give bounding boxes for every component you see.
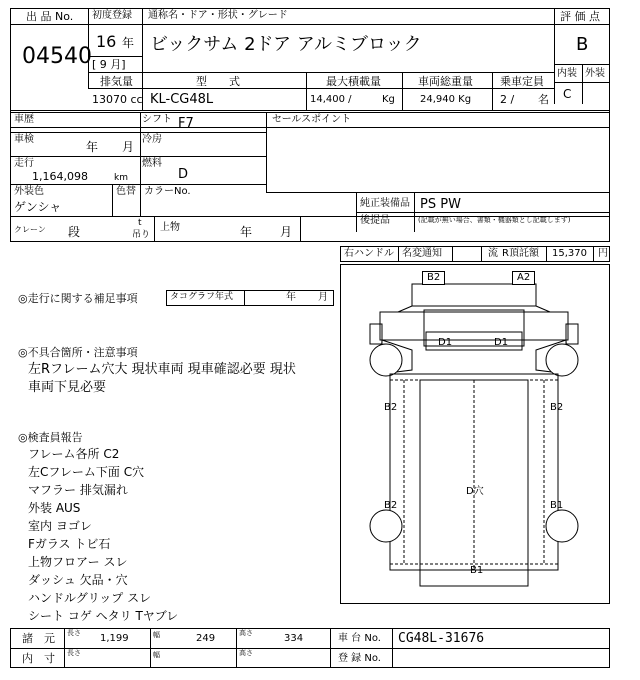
std-equip-label: 純正装備品 <box>360 198 410 209</box>
mark-b2-right-upper: B2 <box>550 402 564 413</box>
divider <box>266 192 610 193</box>
divider <box>140 112 141 216</box>
defect-title: ◎不具合箇所・注意事項 <box>18 346 138 359</box>
width-value: 249 <box>196 633 216 644</box>
model-label: 通称名・ドア・形状・グレード <box>148 10 288 21</box>
mark-b2-top: B2 <box>422 271 445 285</box>
divider <box>266 112 267 192</box>
height-label: 高さ <box>239 629 253 637</box>
mileage-unit: km <box>114 173 128 183</box>
max-load-value: 14,400 / <box>310 94 352 105</box>
chassis-label: 車 台 No. <box>338 633 381 644</box>
mark-a2-top: A2 <box>512 271 535 285</box>
first-reg-label: 初度登録 <box>92 10 132 21</box>
crane-stage-unit: 段 <box>68 225 81 239</box>
divider <box>392 628 393 668</box>
defect-line-2: 車両下見必要 <box>28 380 107 395</box>
divider <box>10 110 610 111</box>
inner-height-label: 高さ <box>239 649 253 657</box>
crane-hang-unit: 吊り <box>132 230 151 240</box>
divider <box>402 72 403 110</box>
odometer-value: 15,370 <box>552 248 587 259</box>
divider <box>88 88 554 89</box>
inspector-line: 室内 ヨゴレ <box>28 519 92 533</box>
inspector-line: ダッシュ 欠品・穴 <box>28 573 128 587</box>
inspector-line: マフラー 排気漏れ <box>28 483 128 497</box>
ext-color-label: 外装色 <box>14 186 44 197</box>
spec-label: 諸 元 <box>22 632 55 645</box>
divider <box>150 628 151 668</box>
odometer-unit: 円 <box>598 248 608 259</box>
width-label: 幅 <box>153 631 160 639</box>
sales-point-label: セールスポイント <box>272 114 352 125</box>
shift-value: F7 <box>178 116 194 131</box>
divider <box>154 216 155 242</box>
divider <box>10 648 610 649</box>
reg-year-unit: 年 <box>122 36 135 50</box>
mark-d-hole: D穴 <box>466 486 484 497</box>
divider <box>582 64 583 104</box>
divider <box>10 184 266 185</box>
mileage-value: 1,164,098 <box>32 170 88 183</box>
odometer-label: R頂託額 <box>502 248 539 259</box>
crane-t-unit: t <box>138 218 142 228</box>
divider <box>554 8 555 104</box>
meter-change-box <box>452 246 482 262</box>
aftermarket-label: 後提品 <box>360 215 390 226</box>
max-load-unit: Kg <box>382 94 395 105</box>
tachograph-month-unit: 月 <box>318 292 328 303</box>
tachograph-label: タコグラフ年式 <box>170 292 234 302</box>
upper-label: 上物 <box>160 222 180 233</box>
color-change-label: 色替 <box>116 186 136 197</box>
inner-size-label: 内 寸 <box>22 652 55 665</box>
inspector-line: ハンドルグリップ スレ <box>28 591 152 605</box>
mileage-label: 走行 <box>14 158 34 169</box>
divider <box>244 290 245 306</box>
reg-year: 16 <box>96 32 117 51</box>
height-value: 334 <box>284 633 304 644</box>
divider <box>554 82 610 83</box>
right-handle-label: 右ハンドル <box>344 248 394 259</box>
divider <box>236 628 237 668</box>
truck-diagram <box>340 264 610 604</box>
divider <box>88 24 554 25</box>
divider <box>492 72 493 110</box>
divider <box>88 56 142 57</box>
inspector-line: シート コゲ ヘタリ Tヤブレ <box>28 609 179 623</box>
shift-label: シフト <box>142 114 172 125</box>
mark-d1-left: D1 <box>438 337 453 348</box>
total-weight-label: 車両総重量 <box>418 75 473 88</box>
registration-label: 登 録 No. <box>338 653 381 664</box>
inspector-line: 外装 AUS <box>28 501 81 515</box>
divider <box>64 628 65 668</box>
crane-label: クレーン <box>14 225 46 234</box>
upper-month-unit: 月 <box>280 225 293 239</box>
divider <box>10 132 266 133</box>
grade-label: 評 価 点 <box>560 10 600 23</box>
type-value: KL-CG48L <box>150 92 214 107</box>
inspector-line: 左Cフレーム下面 C穴 <box>28 465 145 479</box>
exterior-label: 外装 <box>585 68 605 79</box>
history-label: 車歴 <box>14 114 34 125</box>
displacement-value: 13070 cc <box>92 93 143 106</box>
mark-b2-left-lower: B2 <box>384 500 398 511</box>
mark-d1-right: D1 <box>494 337 509 348</box>
capacity-label: 乗車定員 <box>500 75 544 88</box>
type-label: 型 式 <box>196 75 240 88</box>
reg-month: [ 9 月] <box>92 58 126 71</box>
inspector-line: 上物フロアー スレ <box>28 555 128 569</box>
odometer-prefix: 流 <box>488 248 498 259</box>
aftermarket-note: (記載が無い場合、書類・機器類とし記載します) <box>418 216 571 224</box>
mark-b1-right: B1 <box>550 500 564 511</box>
divider <box>112 184 113 216</box>
lot-label: 出 品 No. <box>26 10 74 23</box>
ac-label: 冷房 <box>142 134 162 145</box>
interior-label: 内装 <box>557 68 577 79</box>
mark-b2-left-upper: B2 <box>384 402 398 413</box>
chassis-number: CG48L-31676 <box>398 631 485 646</box>
inspection-label: 車検 <box>14 134 34 145</box>
inspector-title: ◎検査員報告 <box>18 431 83 444</box>
interior-grade: C <box>563 87 572 101</box>
total-weight-value: 24,940 Kg <box>420 94 472 105</box>
divider <box>88 72 554 73</box>
inner-width-label: 幅 <box>153 651 160 659</box>
displacement-label: 排気量 <box>100 75 133 88</box>
fuel-label: 燃料 <box>142 158 162 169</box>
meter-change-label: 名変通知 <box>402 248 442 259</box>
divider <box>398 246 399 262</box>
divider <box>330 628 331 668</box>
length-label: 長さ <box>67 629 81 637</box>
length-value: 1,199 <box>100 633 129 644</box>
divider <box>306 72 307 110</box>
overall-grade: B <box>576 34 589 55</box>
divider <box>10 24 88 25</box>
inspector-line: フレーム各所 C2 <box>28 447 120 461</box>
inspection-month-unit: 月 <box>122 140 135 154</box>
capacity-value: 2 / <box>500 93 515 106</box>
divider <box>300 216 301 242</box>
mark-b1-bottom: B1 <box>470 565 484 576</box>
divider <box>554 24 610 25</box>
max-load-label: 最大積載量 <box>326 75 381 88</box>
upper-year-unit: 年 <box>240 225 253 239</box>
inspection-year-unit: 年 <box>86 140 99 154</box>
fuel-value: D <box>178 167 189 182</box>
std-equip-value: PS PW <box>420 197 461 212</box>
model-name: ビックサム 2ドア アルミブロック <box>150 34 422 55</box>
color-code-label: カラーNo. <box>144 186 191 197</box>
ext-color-value: ゲンシャ <box>14 200 62 214</box>
inner-length-label: 長さ <box>67 649 81 657</box>
divider <box>10 156 266 157</box>
defect-line-1: 左Rフレーム穴大 現状車両 現車確認必要 現状 <box>28 362 296 377</box>
inspector-line: Fガラス トビ石 <box>28 537 111 551</box>
lot-number: 04540 <box>22 44 92 69</box>
divider <box>356 212 610 213</box>
divider <box>142 8 143 72</box>
capacity-unit: 名 <box>538 93 549 106</box>
tachograph-year-unit: 年 <box>286 292 296 303</box>
supplement-title: ◎走行に関する補足事項 <box>18 292 138 305</box>
